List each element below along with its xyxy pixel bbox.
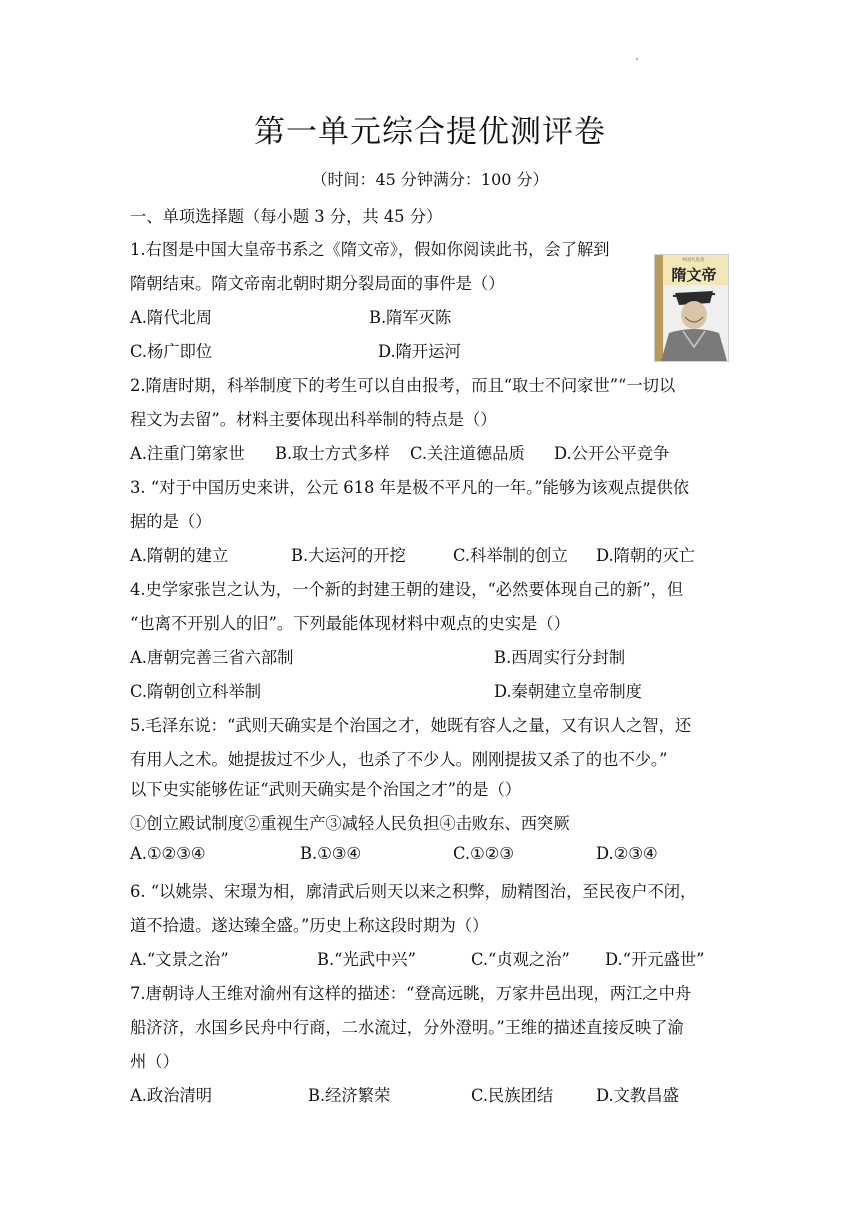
question-2-option-d: D.公开公平竞争 [554, 444, 670, 463]
question-7-option-a: A.政治清明 [130, 1086, 213, 1105]
question-5-line-4: ①创立殿试制度②重视生产③减轻人民负担④击败东、西突厥 [130, 814, 570, 833]
section-heading: 一、单项选择题（每小题 3 分，共 45 分） [130, 207, 443, 226]
exam-time-score: （时间：45 分钟满分：100 分） [311, 170, 549, 189]
question-5-option-b: B.①③④ [300, 844, 361, 863]
question-7-line-1: 7.唐朝诗人王维对渝州有这样的描述：“登高远眺，万家井邑出现，两江之中舟 [130, 984, 692, 1003]
question-6-line-2: 道不拾遗。遂达臻全盛。”历史上称这段时期为（） [130, 916, 489, 935]
question-6-option-d: D.“开元盛世” [605, 950, 705, 969]
question-4-option-c: C.隋朝创立科举制 [130, 682, 262, 701]
question-6-option-a: A.“文景之治” [130, 950, 229, 969]
question-3-line-2: 据的是（） [130, 512, 212, 531]
question-2-option-c: C.关注道德品质 [410, 444, 525, 463]
question-3-option-a: A.隋朝的建立 [130, 546, 229, 565]
question-4-line-2: “也离不开别人的旧”。下列最能体现材料中观点的史实是（） [130, 614, 570, 633]
question-3-option-d: D.隋朝的灭亡 [596, 546, 696, 565]
cover-series-label: 中国大皇帝 [681, 258, 705, 263]
exam-title: 第一单元综合提优测评卷 [254, 114, 606, 150]
question-5-line-2: 有用人之术。她提拔过不少人，也杀了不少人。刚刚提拔又杀了的也不少。” [130, 750, 668, 769]
question-1-line-1: 1.右图是中国大皇帝书系之《隋文帝》，假如你阅读此书，会了解到 [130, 240, 610, 259]
question-5-line-1: 5.毛泽东说：“武则天确实是个治国之才，她既有容人之量，又有识人之智，还 [130, 716, 692, 735]
question-6-line-1: 6. “以姚崇、宋璟为相，廓清武后则天以来之积弊，励精图治，至民夜户不闭， [130, 882, 697, 901]
cover-title: 隋文帝 [671, 266, 717, 284]
question-5-option-a: A.①②③④ [130, 844, 206, 863]
corner-dot [636, 58, 638, 60]
question-4-option-d: D.秦朝建立皇帝制度 [494, 682, 642, 701]
question-3-line-1: 3. “对于中国历史来讲，公元 618 年是极不平凡的一年。”能够为该观点提供依 [130, 478, 690, 497]
question-6-option-c: C.“贞观之治” [471, 950, 570, 969]
question-2-option-b: B.取士方式多样 [275, 444, 390, 463]
question-1-option-b: B.隋军灭陈 [369, 308, 452, 327]
question-2-line-1: 2.隋唐时期，科举制度下的考生可以自由报考，而且“取士不问家世”“一切以 [130, 376, 676, 395]
question-7-option-b: B.经济繁荣 [308, 1086, 391, 1105]
question-7-option-d: D.文教昌盛 [596, 1086, 679, 1105]
question-4-option-a: A.唐朝完善三省六部制 [130, 648, 294, 667]
question-4-line-1: 4.史学家张岂之认为，一个新的封建王朝的建设，“必然要体现自己的新”，但 [130, 580, 684, 599]
emperor-face [681, 301, 707, 329]
question-6-option-b: B.“光武中兴” [317, 950, 416, 969]
question-2-option-a: A.注重门第家世 [130, 444, 245, 463]
question-7-line-2: 船济济，水国乡民舟中行商，二水流过，分外澄明。”王维的描述直接反映了渝 [130, 1018, 684, 1037]
question-7-option-c: C.民族团结 [471, 1086, 554, 1105]
question-5-option-d: D.②③④ [596, 844, 658, 863]
question-1-option-a: A.隋代北周 [130, 308, 213, 327]
book-cover-image [654, 254, 729, 362]
question-1-option-d: D.隋开运河 [378, 342, 461, 361]
question-1-line-2: 隋朝结束。隋文帝南北朝时期分裂局面的事件是（） [130, 274, 505, 293]
question-5-option-c: C.①②③ [453, 844, 514, 863]
question-5-line-3: 以下史实能够佐证“武则天确实是个治国之才”的是（） [130, 780, 522, 799]
question-2-line-2: 程文为去留”。材料主要体现出科举制的特点是（） [130, 410, 497, 429]
question-3-option-b: B.大运河的开挖 [291, 546, 406, 565]
question-3-option-c: C.科举制的创立 [453, 546, 568, 565]
emperor-robe [661, 329, 727, 361]
question-4-option-b: B.西周实行分封制 [494, 648, 626, 667]
question-7-line-3: 州（） [130, 1052, 179, 1071]
question-1-option-c: C.杨广即位 [130, 342, 213, 361]
